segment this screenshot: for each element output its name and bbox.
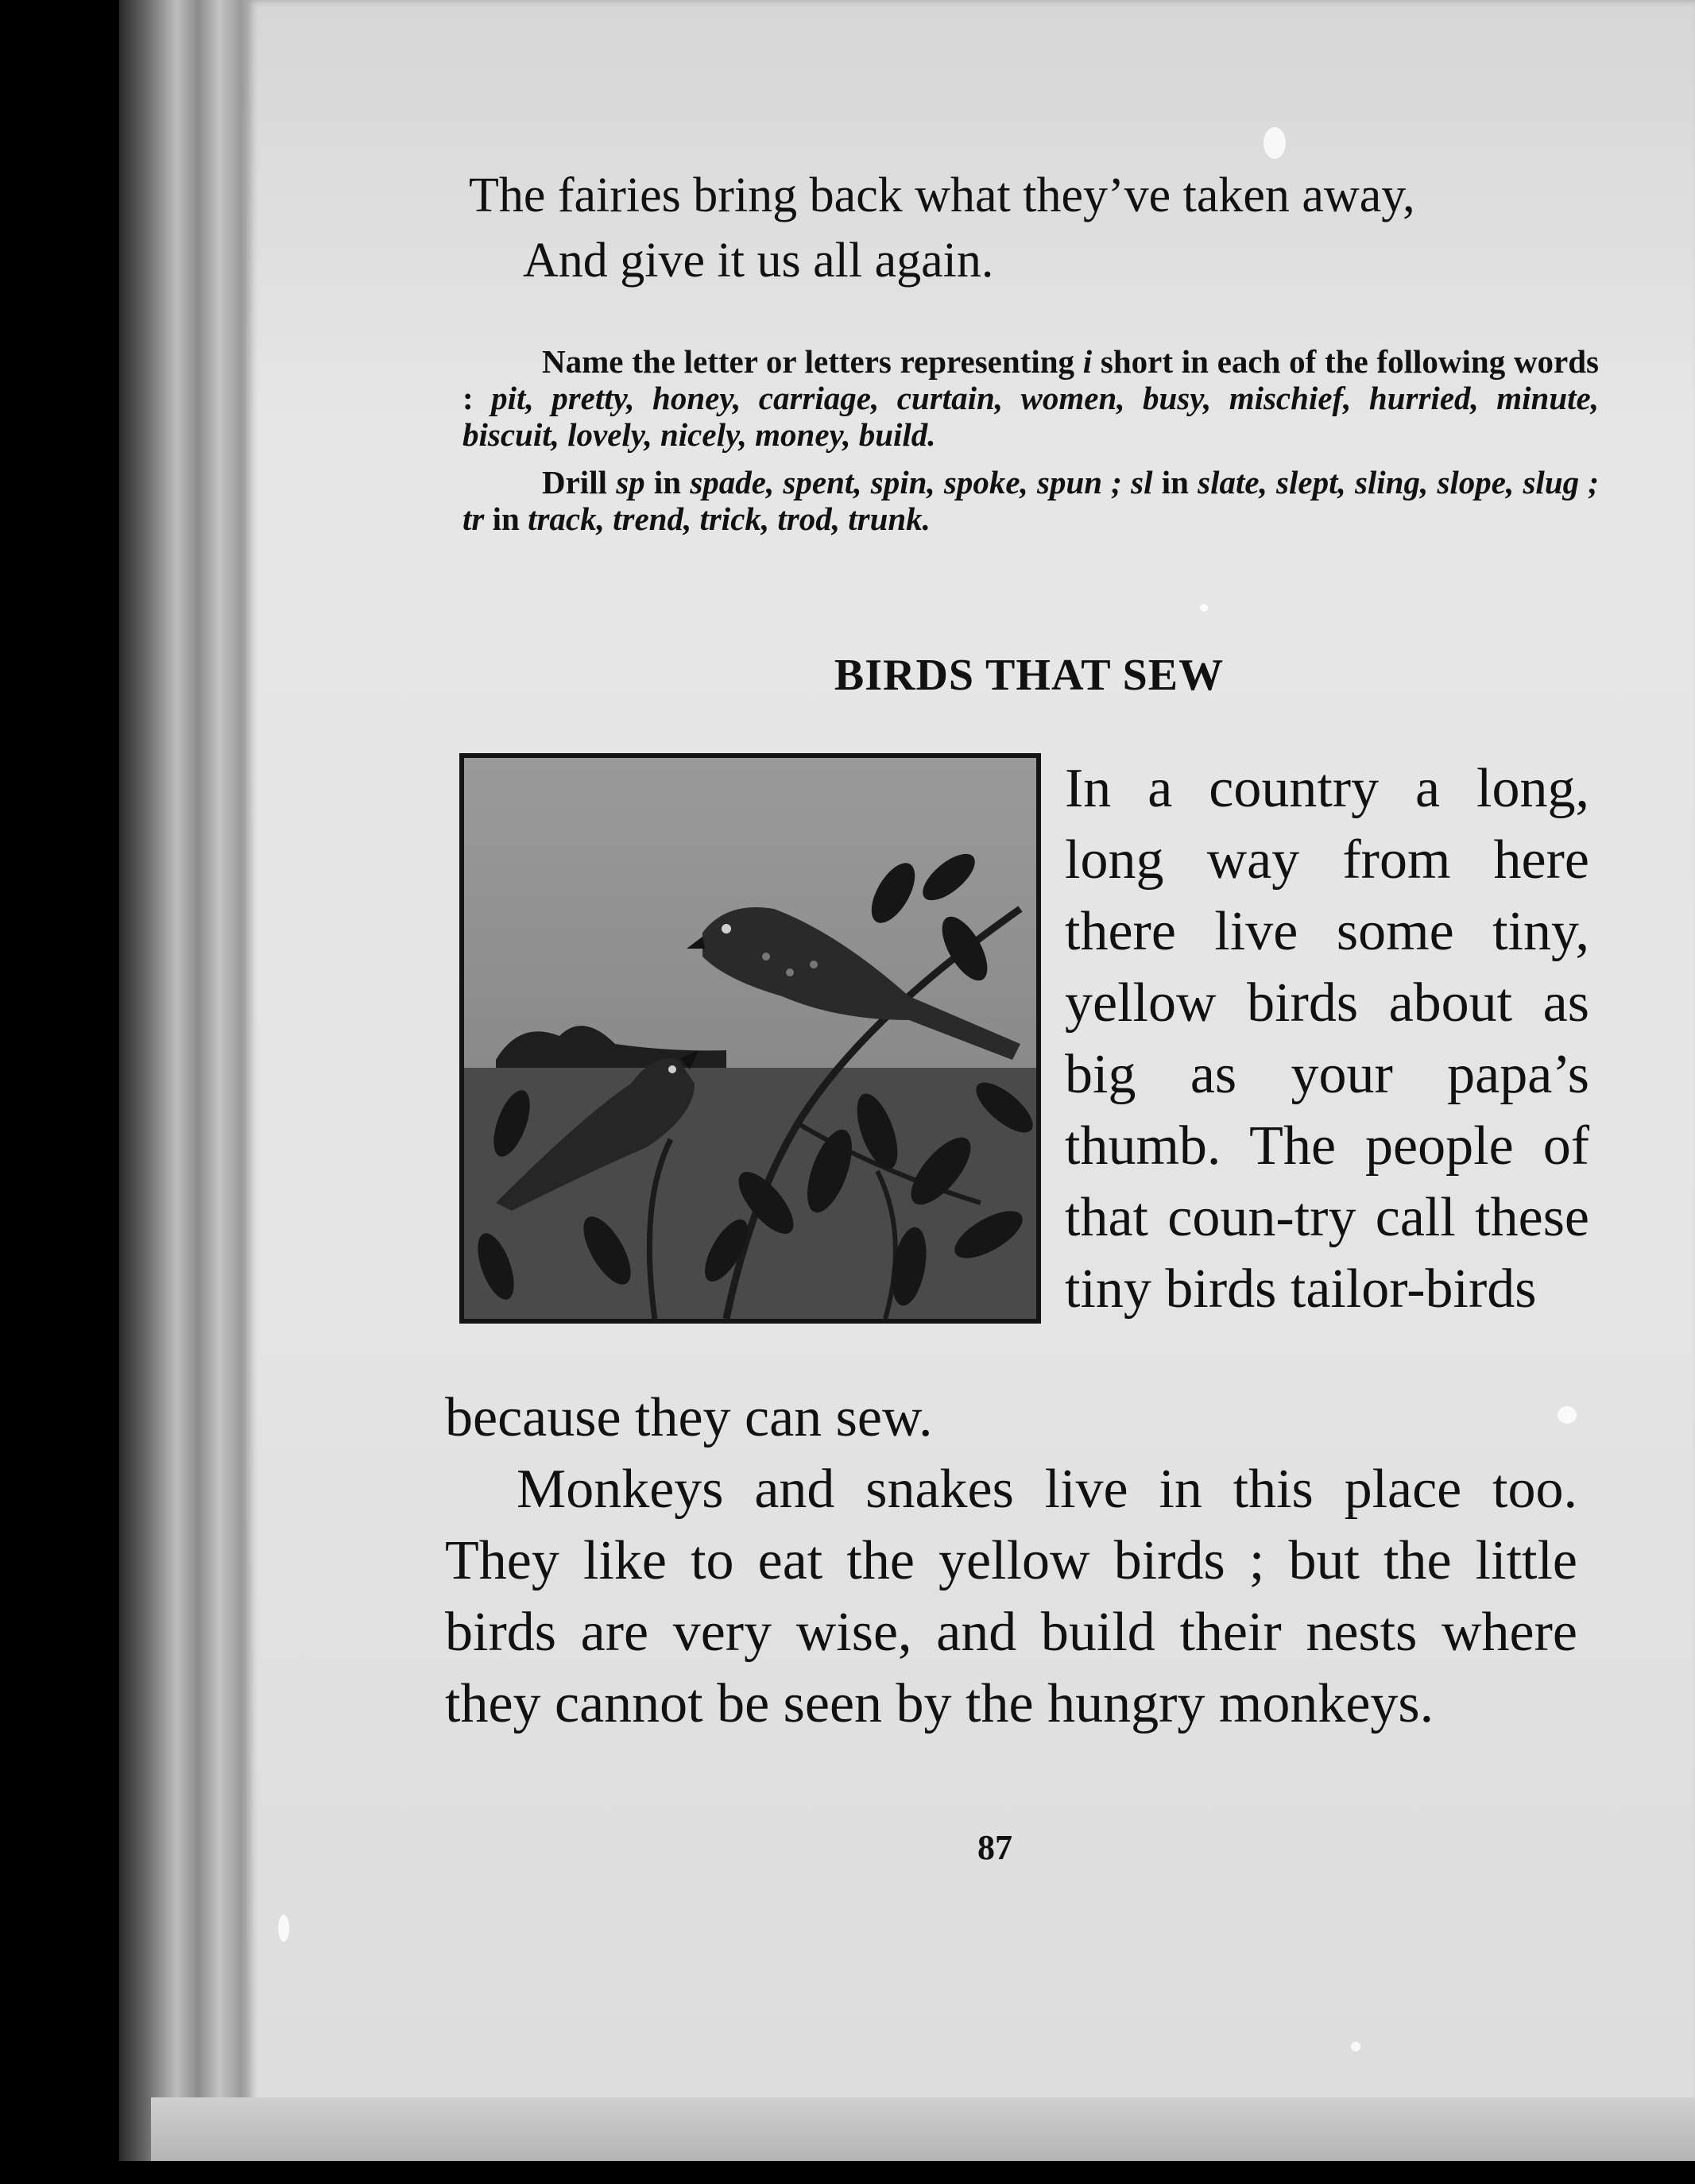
drill-in: in: [644, 464, 691, 501]
exercise-word-list: pit, pretty, honey, carriage, curtain, women, busy, mischief, hurried, minute, biscuit, lovely, nicely, money, build.: [462, 380, 1599, 453]
scan-speck: [1558, 1406, 1577, 1424]
story-paragraph-2: Monkeys and snakes live in this place too. They like to eat the yellow birds ; but the little birds are very wise, and build their nests where they cannot be seen by the hungry monkeys.: [445, 1459, 1577, 1734]
phonics-exercise: [462, 343, 1599, 537]
exercise-instruction-rest: short in each of the following words :: [462, 343, 1600, 416]
drill-tr-words: track, trend, trick, trod, trunk.: [528, 501, 931, 537]
poem-excerpt: [469, 163, 1621, 293]
drill-label: Drill: [542, 464, 617, 501]
drill-in: in: [484, 501, 528, 537]
poem-line-1: The fairies bring back what they’ve taken away,: [469, 168, 1415, 222]
drill-sl-words: slate, slept, sling, slope, slug ;: [1198, 464, 1599, 501]
drill-in: in: [1152, 464, 1198, 501]
drill-sl: sl: [1121, 464, 1153, 501]
story-body: [445, 1382, 1577, 1740]
exercise-drill: [462, 464, 1599, 537]
scan-speck: [1351, 2042, 1360, 2051]
scan-speck: [1264, 127, 1286, 159]
poem-line-2: And give it us all again.: [523, 234, 994, 288]
story-paragraph-1: In a country a long, long way from here there live some tiny, yellow birds about as big as your papa’s thumb. The people of that coun-try call these tiny birds tailor-birds: [1065, 758, 1589, 1320]
page-bottom-edge: [151, 2097, 1695, 2161]
page-number: 87: [977, 1828, 1012, 1867]
exercise-letter: i: [1082, 343, 1093, 380]
scan-speck: [278, 1915, 289, 1942]
book-page-edges: [119, 0, 262, 2161]
exercise-short-i: [462, 343, 1599, 453]
drill-sp-words: spade, spent, spin, spoke, spun ;: [690, 464, 1122, 501]
birds-on-branch-picture: [464, 758, 1036, 1319]
story-title: BIRDS THAT SEW: [834, 651, 1225, 700]
drill-sp: sp: [616, 464, 645, 501]
scan-speck: [1200, 604, 1208, 612]
exercise-instruction: Name the letter or letters representing: [542, 343, 1083, 380]
drill-tr: tr: [462, 501, 485, 537]
story-paragraph-1-continuation: because they can sew.: [445, 1387, 933, 1448]
bird-illustration: [459, 753, 1041, 1324]
